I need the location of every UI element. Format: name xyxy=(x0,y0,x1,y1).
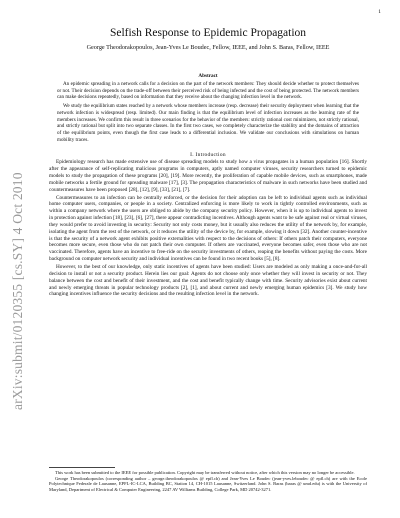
introduction-section xyxy=(49,152,367,298)
abstract-paragraph: We study the equilibrium states reached by a network whose members increase (resp. decrease) their security deployment when learning that the network infection is widespread (resp. limited). Our main finding is that the equilibrium level of infection increases as the learning rate of the members increases. We confirm this result in three scenarios for the behavior of the members: strictly rational cost minimizers, not strictly rational, and strictly rational but split into two separate classes. In the first two cases, we completely characterize the stability and the domains of attraction of the equilibrium points, even though the first case leads to a differential inclusion. We validate our conclusions with simulations on human mobility traces. xyxy=(57,103,359,143)
author-line: George Theodorakopoulos, Jean-Yves Le Boudec, Fellow, IEEE, and John S. Baras, Fellow, IEEE xyxy=(86,44,330,51)
paper-title: Selfish Response to Epidemic Propagation xyxy=(109,27,307,39)
footnote: This work has been submitted to the IEEE for possible publication. Copyright may be transferred without notice, after which this version may no longer be accessible. xyxy=(55,470,355,475)
page-number: 1 xyxy=(378,9,381,15)
abstract-heading: Abstract xyxy=(198,73,218,79)
footnotes xyxy=(49,467,367,493)
paper-body xyxy=(49,26,367,298)
footnote: George Theodorakopoulos (corresponding author – george.theodorakopoulos @ epfl.ch) and Jean-Yves Le Boudec (jean-yves.leboudec @ epfl.ch) are with the Ecole Polytechnique Federale de Lausanne, EPFL-IC-LCA, Building BC, Station 14, CH-1015 Lausanne, Switzerland. John S. Baras (baras @ umd.edu) is with the University of Maryland, Department of Electrical & Computer Engineering, 2247 AV Williams Building, College Park, MD 20742-3271. xyxy=(49,475,367,493)
abstract xyxy=(49,73,367,143)
arxiv-identifier-stamp: arXiv:submit/0120355 [cs.SY] 4 Oct 2010 xyxy=(10,172,25,410)
abstract-paragraph: An epidemic spreading in a network calls for a decision on the part of the network members: They should decide whether to protect themselves or not. Their decision depends on the trade-off between their perceived risk of being infected and the cost of being protected. The network members can make decisions repeatedly, based on information that they receive about the changing infection level in the network. xyxy=(57,81,359,101)
section-heading: I. Introduction xyxy=(190,152,226,159)
footnote-divider xyxy=(49,467,115,468)
body-paragraph: Epidemiology research has made extensive use of disease spreading models to study how a virus propagates in a human population [16]. Shortly after the appearance of self-replicating malicious programs in computers, aptly named computer viruses, security researchers turned to epidemic models to study the propagation of these programs [20], [19]. More recently, the proliferation of capable mobile devices, such as smartphones, made mobile networks a fertile ground for spreading malware [17], [3]. The propagation characteristics of malware in such networks have been studied and countermeasures have been proposed [28], [12], [9], [33], [21], [7]. xyxy=(49,159,367,193)
body-paragraph: Countermeasures to an infection can be centrally enforced, or the decision for their adoption can be left to individual agents such as individual home computer users, companies, or people in a society. Centralized enforcing is more likely to work in tightly controlled environments, such as within a company network where the users are obliged to abide by the company security policy. However, when it is up to individual agents to invest in protection against infection [18], [23], [6], [27], there appear contradicting incentives. Although agents want to be safe against real or virtual viruses, they would prefer to avoid investing in security: Security not only costs money, but it usually also reduces the utility of the network by, for example, isolating the agent from the rest of the network, or it reduces the utility of the device by, for example, slowing it down [32]. Another counter-incentive is that the security of a network agent exhibits positive externalities with respect to the decisions of others: If others patch their computers, everyone becomes more secure, even those who do not patch their own computer. If others are vaccinated, everyone becomes safer, even those who are not vaccinated. Therefore, agents have an incentive to free-ride on the security investments of others, reaping the benefits without paying the costs. More background on computer network security and individual incentives can be found in two recent books [5], [8]. xyxy=(49,194,367,263)
body-paragraph: However, to the best of our knowledge, only static incentives of agents have been studied: Users are modeled as only making a once-and-for-all decision to install or not a security product. Herein lies our goal: Agents do not choose only once whether they will invest in security or not. They balance between the cost and benefit of their investment, and the cost and benefit typically change with time. Security advisories exist about current and newly emerging threats in popular technology products [2], [1], and about current and newly emerging human epidemics [3]. We study how changing incentives influence the security decisions and the resulting infection level in the network. xyxy=(49,263,367,298)
